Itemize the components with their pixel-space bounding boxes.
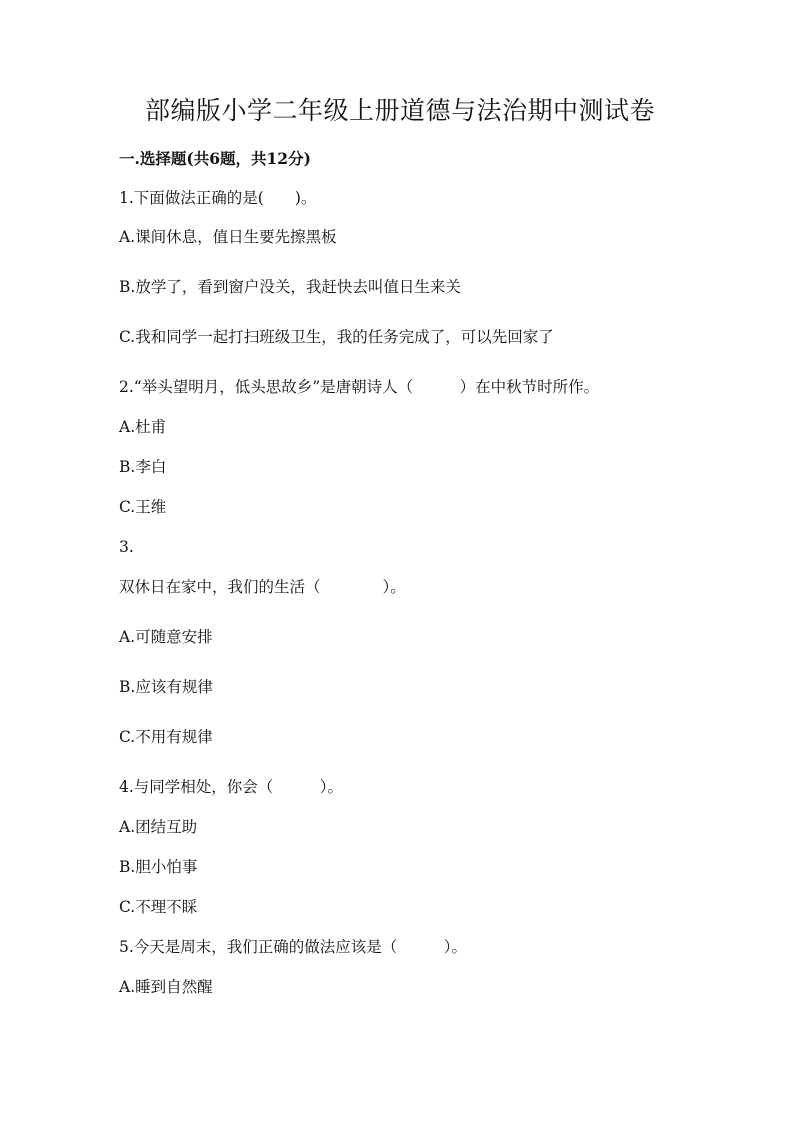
question-3-option-c: C.不用有规律	[119, 728, 213, 746]
question-5-option-a: A.睡到自然醒	[119, 978, 213, 996]
question-4-option-c: C.不理不睬	[119, 898, 198, 916]
question-3-number: 3.	[119, 538, 134, 556]
question-1-stem: 1.下面做法正确的是( )。	[119, 189, 317, 207]
question-3-stem: 双休日在家中，我们的生活（ ）。	[119, 578, 406, 596]
question-4-option-b: B.胆小怕事	[119, 858, 198, 876]
question-1-option-a: A.课间休息，值日生要先擦黑板	[119, 228, 337, 246]
page-title: 部编版小学二年级上册道德与法治期中测试卷	[144, 96, 655, 125]
question-2-option-c: C.王维	[119, 498, 167, 516]
question-2-stem: 2.“举头望明月，低头思故乡”是唐朝诗人（ ）在中秋节时所作。	[119, 378, 600, 396]
question-4-option-a: A.团结互助	[119, 818, 198, 836]
section-heading: 一.选择题(共6题，共12分)	[119, 149, 311, 168]
question-2-option-b: B.李白	[119, 458, 167, 476]
question-4-stem: 4.与同学相处，你会（ ）。	[119, 778, 344, 796]
question-5-stem: 5.今天是周末，我们正确的做法应该是（ ）。	[119, 938, 468, 956]
question-1-option-b: B.放学了，看到窗户没关，我赶快去叫值日生来关	[119, 278, 461, 296]
question-2-option-a: A.杜甫	[119, 418, 167, 436]
question-1-option-c: C.我和同学一起打扫班级卫生，我的任务完成了，可以先回家了	[119, 328, 554, 346]
question-3-option-a: A.可随意安排	[119, 628, 213, 646]
question-3-option-b: B.应该有规律	[119, 678, 213, 696]
